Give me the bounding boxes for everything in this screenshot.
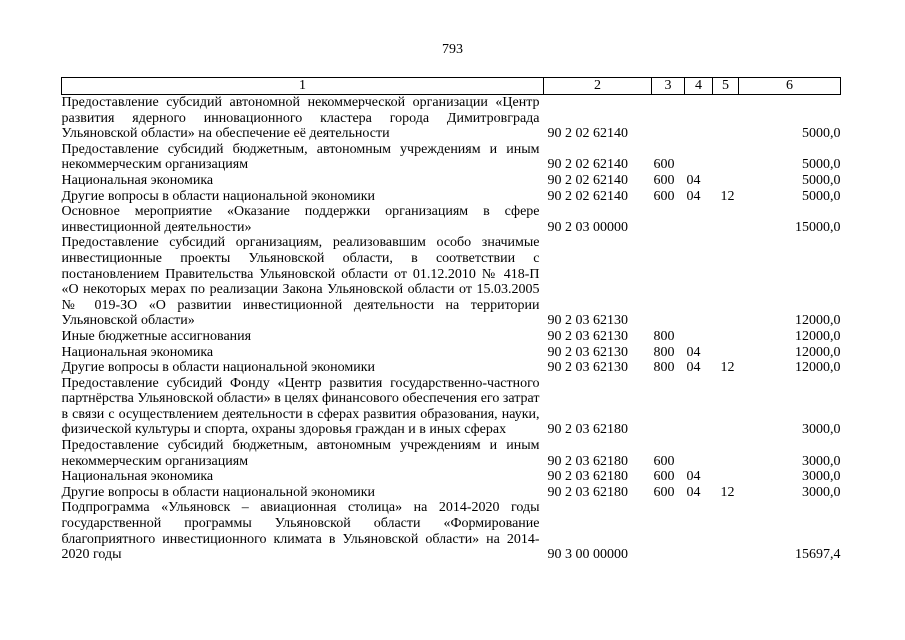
column-header-2: 2 [544, 78, 652, 95]
table-row [62, 173, 841, 189]
row-col4: 04 [686, 469, 701, 485]
table-row [62, 142, 841, 173]
row-amount: 5000,0 [802, 172, 841, 188]
table-row [62, 189, 841, 205]
row-col5 [713, 376, 739, 438]
row-col3: 600 [653, 453, 675, 469]
row-col4 [685, 204, 713, 235]
budget-table [61, 77, 841, 563]
row-name: Другие вопросы в области национальной экономики [61, 484, 376, 500]
row-code: 90 2 03 62130 [547, 328, 628, 344]
table-row [62, 500, 841, 562]
row-name: Предоставление субсидий автономной некоммерческой организации «Центр развития ядерного инновационного кластера города Димитровграда Ульяновской области» на обеспечение её деятельности [61, 95, 540, 142]
table-row [62, 329, 841, 345]
table-row [62, 469, 841, 485]
row-name: Другие вопросы в области национальной экономики [61, 188, 376, 204]
row-col3 [652, 500, 685, 562]
row-col3 [652, 95, 685, 142]
row-col5: 12 [720, 360, 735, 376]
row-col3: 600 [653, 469, 675, 485]
column-header-1: 1 [62, 78, 544, 95]
row-col3: 600 [653, 484, 675, 500]
row-col3 [652, 204, 685, 235]
row-col3: 600 [653, 172, 675, 188]
row-name: Национальная экономика [61, 172, 214, 188]
table-row [62, 438, 841, 469]
row-col5 [713, 235, 739, 329]
row-amount: 5000,0 [802, 188, 841, 204]
row-code: 90 2 03 00000 [547, 219, 628, 235]
row-name: Предоставление субсидий Фонду «Центр развития государственно-частного партнёрства Ульяновской области» в целях финансового обеспечения его затрат в связи с осуществлением деятельности в сферах развития образования, науки, физической культуры и спорта, охраны здоровья граждан и в иных сферах [61, 375, 540, 438]
row-name: Национальная экономика [61, 344, 214, 360]
row-col5: 12 [720, 188, 735, 204]
row-col4: 04 [686, 172, 701, 188]
row-col5 [713, 500, 739, 562]
row-col3 [652, 235, 685, 329]
row-code: 90 2 03 62180 [547, 484, 628, 500]
row-amount: 3000,0 [802, 484, 841, 500]
row-name: Иные бюджетные ассигнования [61, 328, 252, 344]
row-col5 [713, 329, 739, 345]
row-col3 [652, 376, 685, 438]
row-amount: 12000,0 [795, 328, 841, 344]
page-number: 793 [442, 42, 463, 57]
table-row [62, 235, 841, 329]
table-row [62, 345, 841, 361]
row-amount: 15000,0 [795, 219, 841, 235]
row-name: Предоставление субсидий бюджетным, автономным учреждениям и иным некоммерческим организациям [61, 438, 540, 469]
column-header-3: 3 [652, 78, 685, 95]
row-name: Подпрограмма «Ульяновск – авиационная столица» на 2014-2020 годы государственной программы Ульяновской области «Формирование благоприятного инвестиционного климата в Ульяновской области» на 2014-2020 годы [61, 500, 540, 563]
row-amount: 12000,0 [795, 344, 841, 360]
row-col4 [685, 95, 713, 142]
row-col5 [713, 438, 739, 469]
row-name: Основное мероприятие «Оказание поддержки организациям в сфере инвестиционной деятельности» [61, 204, 540, 235]
row-name: Национальная экономика [61, 469, 214, 485]
table-row [62, 485, 841, 501]
row-col5 [713, 345, 739, 361]
row-code: 90 2 02 62140 [547, 126, 628, 142]
column-header-5: 5 [713, 78, 739, 95]
table-row [62, 376, 841, 438]
row-col3: 600 [653, 188, 675, 204]
row-code: 90 2 03 62130 [547, 313, 628, 329]
row-col4 [685, 235, 713, 329]
row-code: 90 2 02 62140 [547, 188, 628, 204]
column-number-header [62, 78, 841, 95]
table-row [62, 204, 841, 235]
row-col5: 12 [720, 484, 735, 500]
row-amount: 15697,4 [795, 547, 841, 563]
row-col3: 800 [653, 360, 675, 376]
table-row [62, 360, 841, 376]
row-col4: 04 [686, 344, 701, 360]
row-col3: 800 [653, 344, 675, 360]
row-amount: 12000,0 [795, 313, 841, 329]
row-col4: 04 [686, 188, 701, 204]
row-col5 [713, 204, 739, 235]
row-col4: 04 [686, 484, 701, 500]
column-header-4: 4 [685, 78, 713, 95]
row-name: Предоставление субсидий организациям, реализовавшим особо значимые инвестиционные проекты Ульяновской области, в соответствии с постановлением Правительства Ульяновской области от 01.12.2010 № 418-П «О некоторых мерах по реализации Закона Ульяновской области от 15.03.2005 № 019-ЗО «О развитии инвестиционной деятельности на территории Ульяновской области» [61, 235, 540, 329]
row-col3: 800 [653, 328, 675, 344]
row-col5 [713, 142, 739, 173]
row-col4 [685, 376, 713, 438]
row-amount: 5000,0 [802, 157, 841, 173]
row-amount: 3000,0 [802, 453, 841, 469]
row-col4 [685, 438, 713, 469]
row-amount: 3000,0 [802, 469, 841, 485]
row-code: 90 2 02 62140 [547, 172, 628, 188]
row-name: Предоставление субсидий бюджетным, автономным учреждениям и иным некоммерческим организациям [61, 141, 540, 173]
row-col3: 600 [653, 157, 675, 173]
row-col4 [685, 500, 713, 562]
column-header-6: 6 [739, 78, 841, 95]
row-code: 90 2 03 62180 [547, 469, 628, 485]
row-col4: 04 [686, 360, 701, 376]
row-amount: 3000,0 [802, 422, 841, 438]
table-row [62, 95, 841, 142]
row-amount: 5000,0 [802, 126, 841, 142]
row-col5 [713, 173, 739, 189]
row-code: 90 2 03 62180 [547, 453, 628, 469]
row-col5 [713, 469, 739, 485]
row-col4 [685, 142, 713, 173]
row-code: 90 3 00 00000 [547, 547, 628, 563]
row-code: 90 2 03 62180 [547, 422, 628, 438]
row-code: 90 2 03 62130 [547, 344, 628, 360]
row-amount: 12000,0 [795, 360, 841, 376]
row-col4 [685, 329, 713, 345]
row-col5 [713, 95, 739, 142]
row-code: 90 2 03 62130 [547, 360, 628, 376]
row-code: 90 2 02 62140 [547, 157, 628, 173]
row-name: Другие вопросы в области национальной экономики [61, 360, 376, 376]
